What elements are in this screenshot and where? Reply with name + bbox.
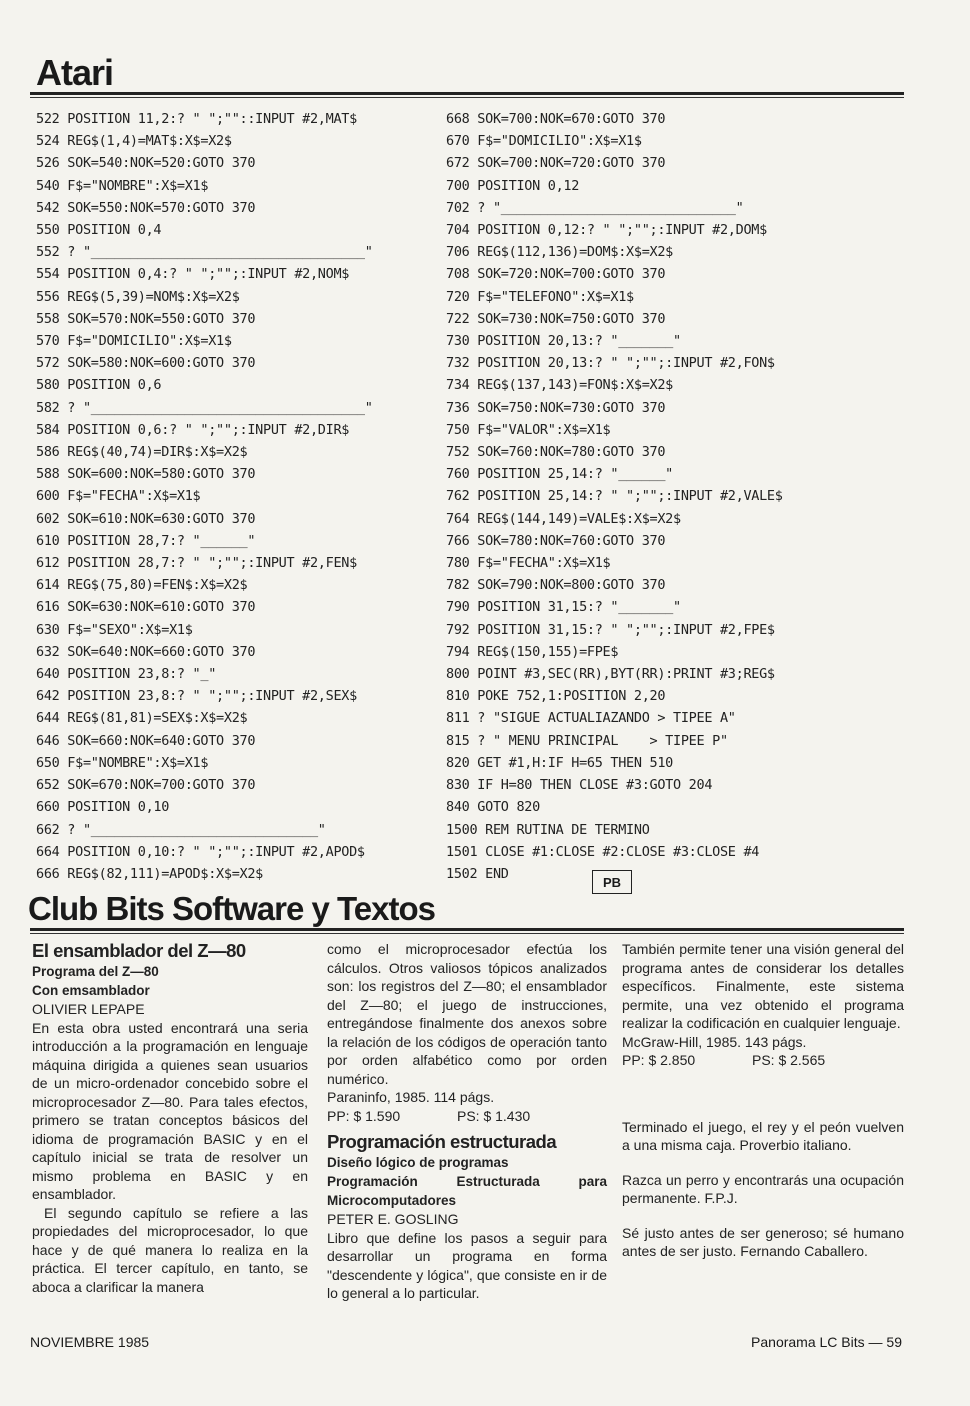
code-line: 630 F$="SEXO":X$=X1$ bbox=[36, 621, 193, 638]
code-line: 556 REG$(5,39)=NOM$:X$=X2$ bbox=[36, 288, 240, 305]
code-line: 1502 END bbox=[446, 865, 509, 882]
code-line: 794 REG$(150,155)=FPE$ bbox=[446, 643, 619, 660]
article-publisher: McGraw-Hill, 1985. 143 págs. bbox=[622, 1033, 807, 1050]
text-column-3 bbox=[622, 940, 904, 1261]
code-line: 616 SOK=630:NOK=610:GOTO 370 bbox=[36, 599, 256, 616]
article-publisher: Paraninfo, 1985. 114 págs. bbox=[327, 1089, 495, 1105]
code-line: 540 F$="NOMBRE":X$=X1$ bbox=[36, 177, 209, 194]
author-tag: PB bbox=[592, 870, 632, 894]
code-line: 572 SOK=580:NOK=600:GOTO 370 bbox=[36, 355, 256, 372]
article-paragraph: Libro que define los pasos a seguir para desarrollar un programa en forma "descendente y lógica", que consiste en ir de lo general a lo particular. bbox=[327, 1229, 607, 1301]
code-line: 550 POSITION 0,4 bbox=[36, 222, 162, 239]
code-line: 810 POKE 752,1:POSITION 2,20 bbox=[446, 688, 666, 705]
code-line: 664 POSITION 0,10:? " ";"";:INPUT #2,APOD$ bbox=[36, 843, 365, 860]
article-author: OLIVIER LEPAPE bbox=[32, 1001, 145, 1017]
code-listing-left bbox=[36, 108, 373, 885]
article-title: El ensamblador del Z—80 bbox=[32, 940, 246, 961]
text-column-1 bbox=[32, 940, 308, 1296]
code-line: 646 SOK=660:NOK=640:GOTO 370 bbox=[36, 732, 256, 749]
section-header-atari: Atari bbox=[36, 52, 114, 93]
code-line: 762 POSITION 25,14:? " ";"";:INPUT #2,VALE$ bbox=[446, 488, 783, 505]
article-title: Programación estructurada bbox=[327, 1131, 557, 1152]
article-subtitle: Con emsamblador bbox=[32, 983, 150, 998]
code-line: 552 ? "___________________________________" bbox=[36, 244, 373, 261]
code-line: 750 F$="VALOR":X$=X1$ bbox=[446, 421, 611, 438]
code-line: 666 REG$(82,111)=APOD$:X$=X2$ bbox=[36, 865, 264, 882]
quote: Sé justo antes de ser generoso; sé humano antes de ser justo. Fernando Caballero. bbox=[622, 1224, 904, 1259]
code-line: 650 F$="NOMBRE":X$=X1$ bbox=[36, 754, 209, 771]
code-line: 640 POSITION 23,8:? "_" bbox=[36, 666, 217, 683]
code-line: 1501 CLOSE #1:CLOSE #2:CLOSE #3:CLOSE #4 bbox=[446, 843, 760, 860]
code-line: 815 ? " MENU PRINCIPAL > TIPEE P" bbox=[446, 732, 728, 749]
quote: Terminado el juego, el rey y el peón vuelven a una misma caja. Proverbio italiano. bbox=[622, 1118, 904, 1153]
code-line: 526 SOK=540:NOK=520:GOTO 370 bbox=[36, 155, 256, 172]
code-line: 582 ? "___________________________________" bbox=[36, 399, 373, 416]
code-line: 782 SOK=790:NOK=800:GOTO 370 bbox=[446, 577, 666, 594]
code-line: 602 SOK=610:NOK=630:GOTO 370 bbox=[36, 510, 256, 527]
code-line: 708 SOK=720:NOK=700:GOTO 370 bbox=[446, 266, 666, 283]
code-line: 614 REG$(75,80)=FEN$:X$=X2$ bbox=[36, 577, 248, 594]
code-line: 764 REG$(144,149)=VALE$:X$=X2$ bbox=[446, 510, 681, 527]
code-line: 584 POSITION 0,6:? " ";"";:INPUT #2,DIR$ bbox=[36, 421, 350, 438]
code-line: 600 F$="FECHA":X$=X1$ bbox=[36, 488, 201, 505]
article-author: PETER E. GOSLING bbox=[327, 1211, 459, 1227]
section-rule-thin bbox=[30, 933, 904, 934]
code-line: 558 SOK=570:NOK=550:GOTO 370 bbox=[36, 310, 256, 327]
article-paragraph: En esta obra usted encontrará una seria introducción a la programación en lenguaje máquina dirigida a quienes sean usuarios de un micro-ordenador concebido sobre el microprocesador Z—80. Para tales efectos, primero se tratan conceptos básicos del idioma de programación BASIC y en el capítulo inicial se trata de resolver un mismo problema en BASIC y en ensamblador. bbox=[32, 1019, 308, 1202]
code-line: 642 POSITION 23,8:? " ";"";:INPUT #2,SEX$ bbox=[36, 688, 357, 705]
code-line: 820 GET #1,H:IF H=65 THEN 510 bbox=[446, 754, 674, 771]
code-line: 660 POSITION 0,10 bbox=[36, 799, 170, 816]
code-line: 588 SOK=600:NOK=580:GOTO 370 bbox=[36, 466, 256, 483]
code-line: 752 SOK=760:NOK=780:GOTO 370 bbox=[446, 444, 666, 461]
text-column-2 bbox=[327, 940, 607, 1303]
code-line: 570 F$="DOMICILIO":X$=X1$ bbox=[36, 333, 232, 350]
code-listing-right bbox=[446, 108, 783, 885]
code-line: 668 SOK=700:NOK=670:GOTO 370 bbox=[446, 111, 666, 127]
code-line: 800 POINT #3,SEC(RR),BYT(RR):PRINT #3;REG$ bbox=[446, 666, 775, 683]
code-line: 644 REG$(81,81)=SEX$:X$=X2$ bbox=[36, 710, 248, 727]
code-line: 586 REG$(40,74)=DIR$:X$=X2$ bbox=[36, 444, 248, 461]
code-line: 760 POSITION 25,14:? "______" bbox=[446, 466, 674, 483]
article-paragraph: También permite tener una visión general del programa antes de considerar los detalles específicos. Finalmente, este sistema permite, una vez obtenido el programa realizar la codificación en cualquier lenguaje. bbox=[622, 941, 904, 1031]
code-line: 700 POSITION 0,12 bbox=[446, 177, 580, 194]
section-rule bbox=[30, 928, 904, 931]
footer-date: NOVIEMBRE 1985 bbox=[30, 1334, 150, 1350]
code-line: 720 F$="TELEFONO":X$=X1$ bbox=[446, 288, 634, 305]
header-rule bbox=[30, 92, 904, 95]
code-line: 730 POSITION 20,13:? "_______" bbox=[446, 333, 681, 350]
code-line: 732 POSITION 20,13:? " ";"";:INPUT #2,FON$ bbox=[446, 355, 775, 372]
code-line: 524 REG$(1,4)=MAT$:X$=X2$ bbox=[36, 133, 232, 150]
code-line: 632 SOK=640:NOK=660:GOTO 370 bbox=[36, 643, 256, 660]
code-line: 554 POSITION 0,4:? " ";"";:INPUT #2,NOM$ bbox=[36, 266, 350, 283]
code-line: 522 POSITION 11,2:? " ";""::INPUT #2,MAT$ bbox=[36, 111, 357, 127]
code-line: 780 F$="FECHA":X$=X1$ bbox=[446, 555, 611, 572]
code-line: 830 IF H=80 THEN CLOSE #3:GOTO 204 bbox=[446, 777, 713, 794]
price-ps: PS: $ 2.565 bbox=[752, 1052, 826, 1068]
code-line: 706 REG$(112,136)=DOM$:X$=X2$ bbox=[446, 244, 674, 261]
code-line: 790 POSITION 31,15:? "_______" bbox=[446, 599, 681, 616]
article-subtitle: Programación Estructurada para Microcomputadores bbox=[327, 1174, 607, 1208]
code-line: 840 GOTO 820 bbox=[446, 799, 540, 816]
article-subtitle: Programa del Z—80 bbox=[32, 964, 159, 979]
code-line: 792 POSITION 31,15:? " ";"";:INPUT #2,FPE$ bbox=[446, 621, 775, 638]
code-line: 652 SOK=670:NOK=700:GOTO 370 bbox=[36, 777, 256, 794]
code-line: 722 SOK=730:NOK=750:GOTO 370 bbox=[446, 310, 666, 327]
code-line: 580 POSITION 0,6 bbox=[36, 377, 162, 394]
code-line: 704 POSITION 0,12:? " ";"";:INPUT #2,DOM$ bbox=[446, 222, 767, 239]
price-pp: PP: $ 2.850 bbox=[622, 1052, 696, 1068]
code-line: 670 F$="DOMICILIO":X$=X1$ bbox=[446, 133, 642, 150]
header-rule-thin bbox=[30, 97, 904, 98]
code-line: 1500 REM RUTINA DE TERMINO bbox=[446, 821, 650, 838]
article-subtitle: Diseño lógico de programas bbox=[327, 1155, 509, 1170]
code-line: 766 SOK=780:NOK=760:GOTO 370 bbox=[446, 532, 666, 549]
code-line: 662 ? "_____________________________" bbox=[36, 821, 326, 838]
code-line: 811 ? "SIGUE ACTUALIAZANDO > TIPEE A" bbox=[446, 710, 736, 727]
code-line: 542 SOK=550:NOK=570:GOTO 370 bbox=[36, 199, 256, 216]
code-line: 672 SOK=700:NOK=720:GOTO 370 bbox=[446, 155, 666, 172]
article-paragraph: como el microprocesador efectúa los cálculos. Otros valiosos tópicos analizados son: los registros del Z—80; el ensamblador del Z—80; el juego de instrucciones, entregándose finalmente dos anexos sobre la relación de los códigos de operación tanto por orden alfabético como por orden numérico. bbox=[327, 941, 607, 1087]
price-ps: PS: $ 1.430 bbox=[457, 1107, 531, 1124]
quote: Razca un perro y encontrarás una ocupación permanente. F.P.J. bbox=[622, 1171, 904, 1206]
section-title: Club Bits Software y Textos bbox=[28, 890, 435, 927]
article-price bbox=[622, 1051, 904, 1070]
code-line: 736 SOK=750:NOK=730:GOTO 370 bbox=[446, 399, 666, 416]
price-pp: PP: $ 1.590 bbox=[327, 1107, 401, 1124]
code-line: 702 ? "______________________________" bbox=[446, 199, 744, 216]
code-line: 612 POSITION 28,7:? " ";"";:INPUT #2,FEN$ bbox=[36, 555, 357, 572]
code-line: 610 POSITION 28,7:? "______" bbox=[36, 532, 256, 549]
footer-page: Panorama LC Bits — 59 bbox=[751, 1334, 902, 1350]
article-paragraph: El segundo capítulo se refiere a las propiedades del microprocesador, lo que hace y de qué manera lo realiza en la práctica. El tercer capítulo, en tanto, se aboca a clarificar la manera bbox=[32, 1204, 308, 1295]
article-price bbox=[327, 1107, 607, 1126]
code-line: 734 REG$(137,143)=FON$:X$=X2$ bbox=[446, 377, 674, 394]
